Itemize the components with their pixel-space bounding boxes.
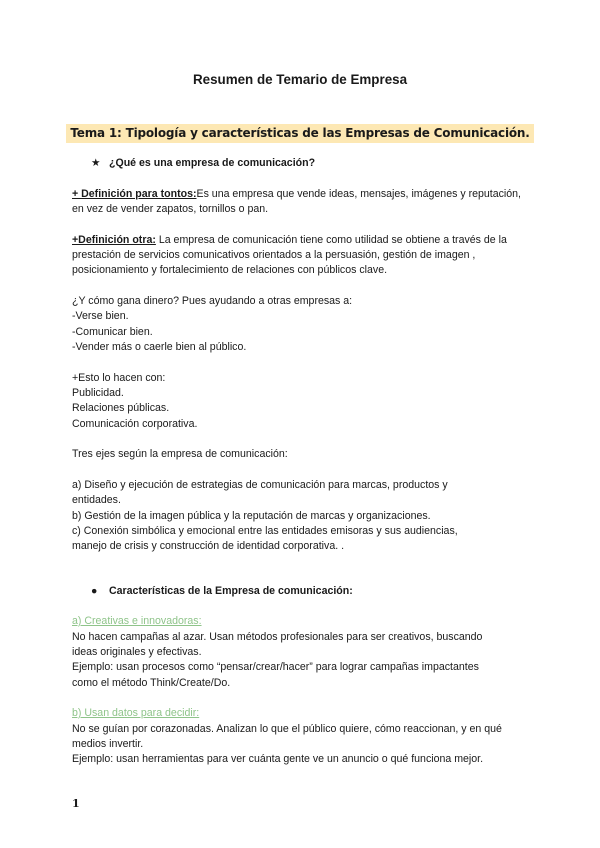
list-item: Publicidad. [72, 387, 124, 399]
list-item: Comunicación corporativa. [72, 418, 198, 430]
ejes-line: c) Conexión simbólica y emocional entre las entidades emisoras y sus audiencias, [72, 525, 458, 537]
list-item: -Verse bien. [72, 310, 129, 322]
creativas-line: ideas originales y efectivas. [72, 646, 202, 658]
caracteristicas-text: Características de la Empresa de comunicación: [109, 585, 353, 597]
datos-line: medios invertir. [72, 738, 144, 750]
question-bullet [91, 157, 315, 169]
def-tontos-label: + Definición para tontos: [72, 188, 197, 200]
page-title: Resumen de Temario de Empresa [192, 72, 408, 87]
ejes-line: b) Gestión de la imagen pública y la reputación de marcas y organizaciones. [72, 510, 431, 522]
topic-heading: Tema 1: Tipología y características de las Empresas de Comunicación. [66, 124, 533, 143]
dinero-question: ¿Y cómo gana dinero? Pues ayudando a otras empresas a: [72, 295, 353, 307]
def-otra-line3: posicionamiento y fortalecimiento de relaciones con públicos clave. [72, 264, 388, 276]
bullet-dot-icon: ● [91, 585, 98, 597]
datos-heading: b) Usan datos para decidir: [72, 707, 200, 719]
list-item: -Vender más o caerle bien al público. [72, 341, 247, 353]
ejes-line: a) Diseño y ejecución de estrategias de comunicación para marcas, productos y [72, 479, 448, 491]
def-tontos-line1: + Definición para tontos:Es una empresa que vende ideas, mensajes, imágenes y reputación, [72, 188, 521, 200]
caracteristicas-bullet [91, 585, 353, 597]
topic-heading-wrap [0, 124, 600, 143]
creativas-line: No hacen campañas al azar. Usan métodos profesionales para ser creativos, buscando [72, 631, 483, 643]
def-tontos-line2: en vez de vender zapatos, tornillos o pan. [72, 203, 269, 215]
def-otra-label: +Definición otra: [72, 234, 156, 246]
ejes-line: manejo de crisis y construcción de identidad corporativa. . [72, 540, 345, 552]
ejes-intro: Tres ejes según la empresa de comunicación: [72, 448, 288, 460]
creativas-heading: a) Creativas e innovadoras: [72, 615, 202, 627]
datos-line: No se guían por corazonadas. Analizan lo que el público quiere, cómo reaccionan, y en qué [72, 723, 502, 735]
question-text: ¿Qué es una empresa de comunicación? [109, 157, 316, 169]
def-otra-line1: +Definición otra: La empresa de comunicación tiene como utilidad se obtiene a través de la [72, 234, 507, 246]
creativas-line: como el método Think/Create/Do. [72, 677, 231, 689]
def-otra-line2: prestación de servicios comunicativos orientados a la persuasión, gestión de imagen , [72, 249, 476, 261]
page-number: 1 [72, 797, 80, 810]
creativas-line: Ejemplo: usan procesos como “pensar/crear/hacer” para lograr campañas impactantes [72, 661, 479, 673]
hacen-intro: +Esto lo hacen con: [72, 372, 166, 384]
ejes-line: entidades. [72, 494, 121, 506]
star-icon: ★ [91, 157, 101, 169]
datos-line: Ejemplo: usan herramientas para ver cuánta gente ve un anuncio o qué funciona mejor. [72, 753, 484, 765]
list-item: Relaciones públicas. [72, 402, 170, 414]
list-item: -Comunicar bien. [72, 326, 153, 338]
